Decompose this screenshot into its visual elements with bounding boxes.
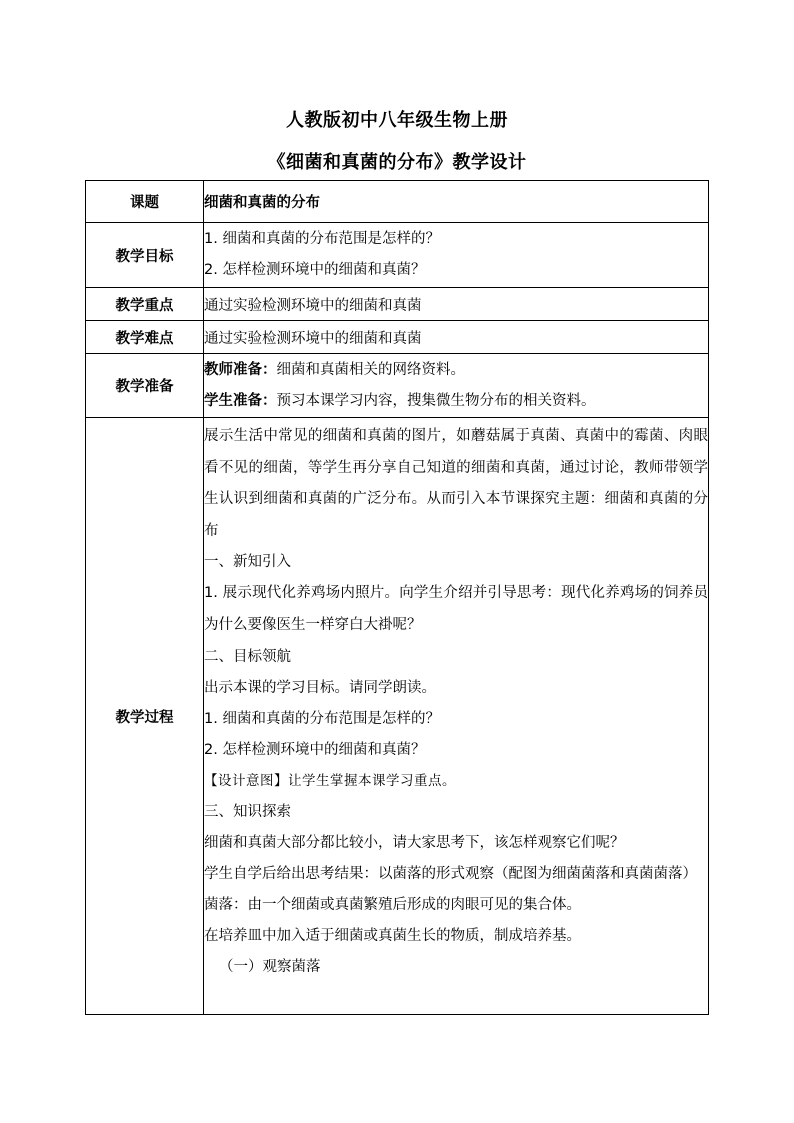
document-subtitle: 《细菌和真菌的分布》教学设计 [267,152,527,173]
process-item: 1. 展示现代化养鸡场内照片。向学生介绍并引导思考：现代化养鸡场的饲养员为什么要像医生一样穿白大褂呢？ [204,585,708,633]
table-row-topic [86,181,709,223]
goal-item: 2. 怎样检测环境中的细菌和真菌？ [204,741,426,758]
goal-item: 2. 怎样检测环境中的细菌和真菌？ [204,262,426,278]
goal-item: 1. 细菌和真菌的分布范围是怎样的？ [204,710,440,727]
explore-text: 在培养皿中加入适于细菌或真菌生长的物质，制成培养基。 [204,928,581,945]
intro-paragraph: 展示生活中常见的细菌和真菌的图片，如蘑菇属于真菌、真菌中的霉菌、肉眼看不见的细菌，等学生再分享自己知道的细菌和真菌，通过讨论，教师带领学生认识到细菌和真菌的广泛分布。从而引入本节课探究主题：细菌和真菌的分布 [204,428,708,539]
goals-cell [204,223,709,288]
goal-intro: 出示本课的学习目标。请同学朗读。 [204,679,436,696]
explore-text: 细菌和真菌大部分都比较小，请大家思考下，该怎样观察它们呢？ [204,834,625,851]
section-heading: 一、新知引入 [204,554,291,571]
prep-student [204,386,708,417]
explore-text: 学生自学后给出思考结果：以菌落的形式观察（配图为细菌菌落和真菌菌落） [204,865,697,882]
difficulty-label: 教学难点 [86,321,204,354]
topic-label: 课题 [86,181,204,223]
subsection-heading: （一）观察菌落 [219,959,321,976]
design-intent: 【设计意图】让学生掌握本课学习重点。 [204,772,456,789]
lesson-plan-table [85,180,709,1015]
prep-teacher-value: 细菌和真菌相关的网络资料。 [276,361,465,378]
explore-text: 菌落：由一个细菌或真菌繁殖后形成的肉眼可见的集合体。 [204,897,581,914]
goals-label: 教学目标 [86,223,204,288]
process-label: 教学过程 [86,418,204,1015]
prep-cell [204,354,709,418]
prep-student-label: 学生准备： [204,392,277,409]
prep-teacher-label: 教师准备： [204,361,277,378]
prep-student-value: 预习本课学习内容，搜集微生物分布的相关资料。 [276,392,596,409]
topic-value: 细菌和真菌的分布 [204,181,709,223]
table-row-process [86,418,709,1015]
table-row-prep [86,354,709,418]
key-value: 通过实验检测环境中的细菌和真菌 [204,288,709,321]
prep-teacher [204,355,708,386]
goal-item: 1. 细菌和真菌的分布范围是怎样的？ [204,231,440,247]
table-row-goals [86,223,709,288]
key-label: 教学重点 [86,288,204,321]
document-title: 人教版初中八年级生物上册 [286,110,508,131]
section-heading: 三、知识探索 [204,803,291,820]
table-row-key [86,288,709,321]
table-row-difficulty [86,321,709,354]
section-heading: 二、目标领航 [204,648,291,665]
process-cell [204,418,709,1015]
prep-label: 教学准备 [86,354,204,418]
difficulty-value: 通过实验检测环境中的细菌和真菌 [204,321,709,354]
